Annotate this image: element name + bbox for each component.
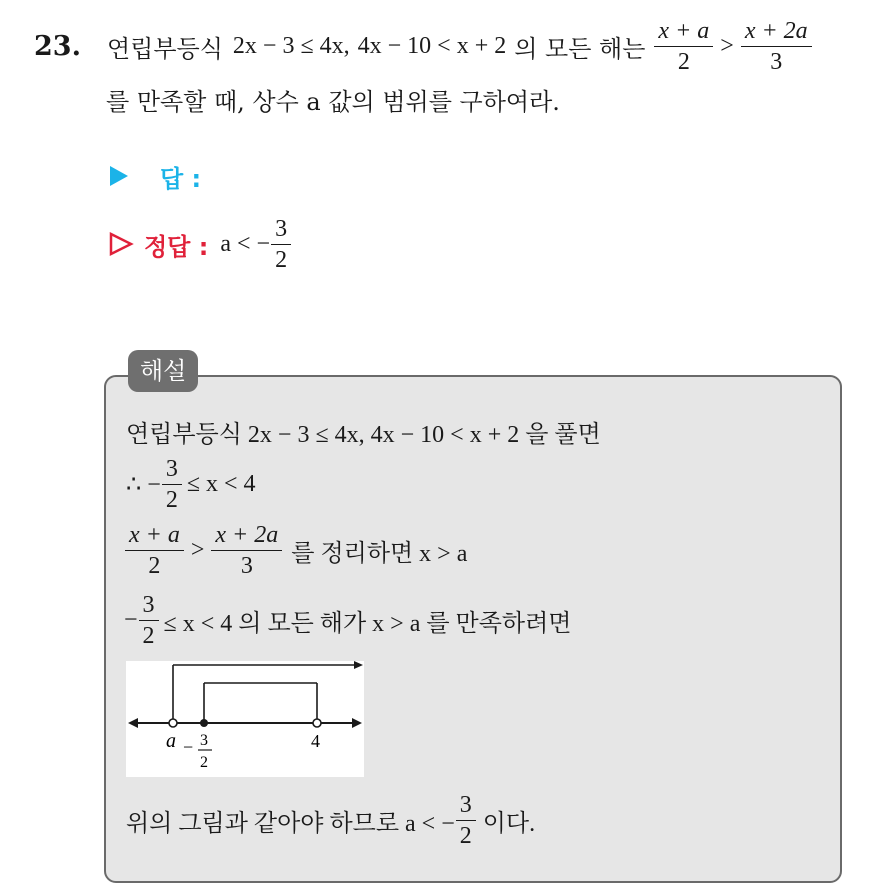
answer-row — [108, 158, 201, 194]
axis-right-arrow — [352, 718, 362, 728]
solution-l2-suffix: ≤ x < 4 — [186, 470, 256, 497]
question-line-1 — [34, 16, 813, 76]
solution-l3-fraction-right: $\frac{x + 2a}{3}$ — [213, 523, 280, 578]
solution-l4-suffix: ≤ x < 4 의 모든 해가 x > a 를 만족하려면 — [163, 610, 572, 637]
question-intro: 연립부등식 — [106, 34, 223, 63]
point-neg-three-halves-closed — [200, 719, 208, 727]
play-marker-icon — [108, 164, 130, 188]
question-text-2: 를 만족할 때, 상수 a 값의 범위를 구하여라. — [106, 87, 560, 116]
question-number: 23. — [34, 30, 81, 62]
question-gt: > — [720, 32, 734, 59]
solution-l3-suffix: 를 정리하면 x > a — [291, 540, 468, 567]
number-line-diagram — [126, 661, 364, 777]
solution-l5-fraction: $\frac{3}{2}$ — [458, 793, 474, 848]
point-a-open — [169, 719, 177, 727]
question-ineq1: 2x − 3 ≤ 4x, — [232, 32, 350, 59]
solution-l5-prefix: 위의 그림과 같아야 하므로 a < − — [126, 810, 455, 837]
solution-l5-suffix: 이다. — [482, 810, 536, 837]
label-two: 2 — [200, 754, 208, 771]
question-fraction-left: $\frac{x + a}{2}$ — [656, 19, 711, 74]
solution-line-4 — [124, 590, 571, 650]
a-ray-arrow — [354, 661, 363, 669]
solution-l4-fraction: $\frac{3}{2}$ — [141, 593, 157, 648]
point-4-open — [313, 719, 321, 727]
solution-tag: 해설 — [128, 350, 198, 392]
question-ineq2: 4x − 10 < x + 2 — [357, 32, 507, 59]
label-three: 3 — [200, 732, 208, 749]
correct-answer-fraction: $\frac{3}{2}$ — [273, 217, 289, 272]
solution-line-5 — [126, 790, 535, 850]
solution-text-1: 연립부등식 2x − 3 ≤ 4x, 4x − 10 < x + 2 을 풀면 — [126, 421, 601, 448]
solution-l3-fraction-left: $\frac{x + a}{2}$ — [127, 523, 182, 578]
label-a: a — [166, 730, 176, 752]
correct-answer-row — [108, 214, 292, 274]
solution-line-2 — [126, 454, 256, 514]
solution-line-3 — [124, 520, 467, 580]
axis-left-arrow — [128, 718, 138, 728]
solution-l3-gt: > — [190, 536, 205, 563]
solution-l2-prefix: ∴ − — [126, 471, 161, 498]
number-line-figure — [126, 661, 364, 777]
outline-triangle-icon — [108, 231, 134, 257]
correct-answer-prefix: a < − — [220, 230, 271, 257]
solution-l4-prefix: − — [124, 606, 138, 633]
question-mid: 의 모든 해는 — [514, 34, 646, 63]
solution-line-1 — [126, 414, 601, 448]
correct-answer-label: 정답 : — [144, 232, 209, 261]
question-line-2 — [106, 82, 560, 116]
label-4: 4 — [311, 731, 320, 751]
question-fraction-right: $\frac{x + 2a}{3}$ — [743, 19, 810, 74]
answer-label: 답 : — [160, 164, 202, 193]
solution-l2-fraction: $\frac{3}{2}$ — [164, 457, 180, 512]
label-neg: − — [183, 737, 194, 757]
